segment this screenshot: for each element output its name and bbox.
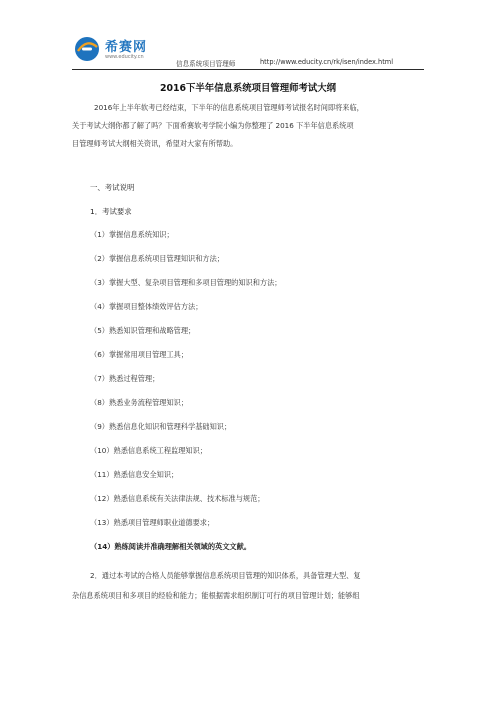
- requirement-item: （7）熟悉过程管理；: [90, 374, 160, 383]
- exam-summary-paragraph: [72, 566, 424, 606]
- requirement-item: （2）掌握信息系统项目管理知识和方法；: [90, 254, 224, 263]
- educity-logo[interactable]: [72, 34, 172, 66]
- requirement-item: （8）熟悉业务流程管理知识；: [90, 398, 189, 407]
- intro-paragraph: [72, 99, 424, 153]
- requirement-item: （1）掌握信息系统知识；: [90, 230, 174, 239]
- intro-line: 关于考试大纲你都了解了吗？下面希赛软考学院小编为你整理了 2016 下半年信息系统项: [72, 121, 354, 130]
- intro-line: 2016年上半年软考已经结束，下半年的信息系统项目管理师考试报名时间即将来临，: [94, 103, 364, 112]
- requirement-item: （10）熟悉信息系统工程监理知识；: [90, 446, 207, 455]
- header-link[interactable]: http://www.educity.cn/rk/isen/index.html: [260, 58, 394, 66]
- requirement-item: （11）熟悉信息安全知识；: [90, 470, 179, 479]
- logo-url: www.educity.cn: [105, 54, 144, 60]
- section-heading: 一、考试说明: [90, 183, 135, 192]
- summary-line: 杂信息系统项目和多项目的经验和能力；能根据需求组织制订可行的项目管理计划；能够组: [72, 591, 360, 600]
- requirement-item: （12）熟悉信息系统有关法律法规、技术标准与规范；: [90, 494, 265, 503]
- logo-name: 希赛网: [105, 40, 148, 55]
- requirement-item: （4）掌握项目整体绩效评估方法；: [90, 302, 203, 311]
- page-title: 2016下半年信息系统项目管理师考试大纲: [159, 83, 337, 94]
- educity-logo-icon: [74, 36, 100, 62]
- header-divider: [72, 69, 424, 70]
- page-header: [72, 34, 424, 70]
- summary-line: 2．通过本考试的合格人员能够掌握信息系统项目管理的知识体系，具备管理大型、复: [90, 571, 361, 580]
- requirement-item: （9）熟悉信息化知识和管理科学基础知识；: [90, 422, 232, 431]
- requirement-item: （14）熟练阅读并准确理解相关领域的英文文献。: [90, 542, 251, 551]
- header-exam-name: 信息系统项目管理师: [176, 60, 236, 68]
- requirement-item: （6）掌握常用项目管理工具；: [90, 350, 189, 359]
- requirement-item: （13）熟悉项目管理师职业道德要求；: [90, 518, 215, 527]
- intro-line: 目管理师考试大纲相关资讯，希望对大家有所帮助。: [72, 139, 238, 148]
- requirement-item: （5）熟悉知识管理和战略管理；: [90, 326, 196, 335]
- subsection-heading: 1．考试要求: [90, 207, 132, 216]
- requirement-item: （3）掌握大型、复杂项目管理和多项目管理的知识和方法；: [90, 278, 282, 287]
